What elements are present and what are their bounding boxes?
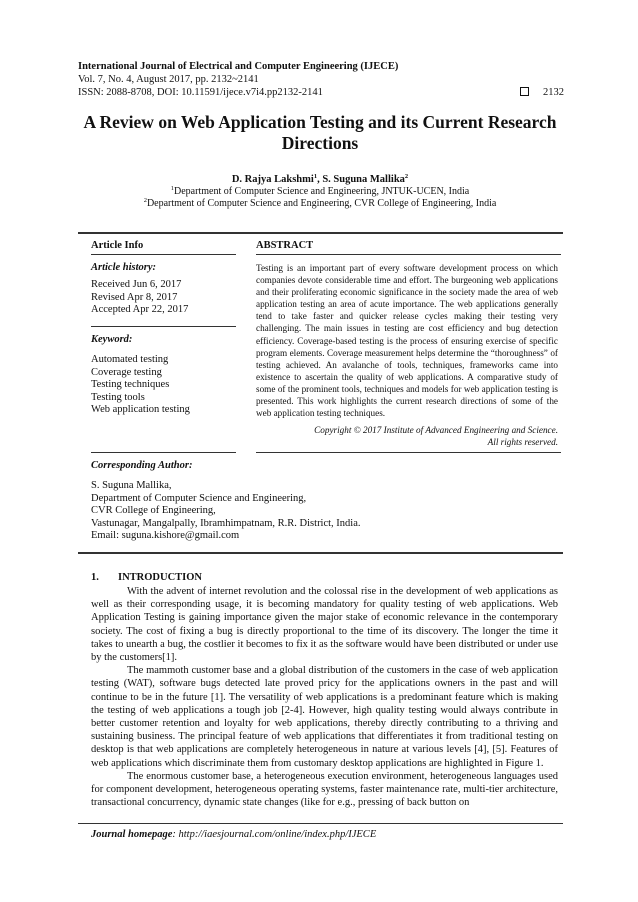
corr-line: Department of Computer Science and Engineering,	[91, 492, 307, 504]
copyright	[256, 424, 558, 448]
copyright-line: All rights reserved.	[487, 437, 558, 447]
paper-title	[70, 112, 570, 154]
affiliation	[70, 198, 570, 209]
list-item: Received Jun 6, 2017	[91, 279, 182, 290]
paragraph: The mammoth customer base and a global distribution of the customers in the case of web application testing (WAT), software bugs detected late proved pricy for the applications owners in the past and will continue to be in the future [1]. The versatility of web applications is a predominant feature which is making the testing of web applications a tough job [2-4]. However, high quality testing would always contribute in better customer retention and loyalty for web applications, thereby directly contributing to a thriving and sustaining business. The principal feature of web applications that differentiates it from traditional testing on desktop is that web applications are completely heterogeneous in nature at various levels [4], [5]. Features of web applications which discriminate them from customary desktop applications are highlighted in Figure 1.	[91, 665, 558, 769]
list-item: Testing tools	[91, 391, 145, 403]
section-heading	[91, 572, 202, 583]
title-line-1: A Review on Web Application Testing and its Current Research	[83, 112, 557, 132]
paragraph: With the advent of internet revolution and the colossal rise in the development of web applications as well as their corresponding usage, it is becoming mandatory for quality testing of web applications. Web Application Testing is gaining importance given the major stake of economic relevance in the contemporary society. The cost of fixing a bug is directly proportional to the time of its discovery. The longer the time it takes to unearth a bug, the costlier it becomes to fix it as the software would have been distributed or under use by the customers[1].	[91, 586, 558, 664]
divider	[78, 232, 563, 234]
corr-line: Email: suguna.kishore@gmail.com	[91, 530, 240, 542]
author-name: D. Rajya Lakshmi	[231, 174, 314, 185]
list-item: Accepted Apr 22, 2017	[91, 304, 189, 316]
divider	[256, 452, 561, 453]
journal-issn: ISSN: 2088-8708, DOI: 10.11591/ijece.v7i4.pp2132-2141	[78, 87, 323, 98]
page-number: 2132	[543, 87, 564, 98]
footer-url: : http://iaesjournal.com/online/index.php/IJECE	[172, 829, 377, 840]
divider	[91, 254, 236, 255]
abstract-text: Testing is an important part of every software development process on which companies devote considerable time and effort. The burgeoning web applications and their proliferating economic significance in the society made the area of web application testing an area of acute importance. The web applications generally tend to take faster and quicker release cycles making their testing very challenging. The main issues in testing are cost efficiency and bug detection efficiency. Coverage-based testing is the process of ensuring exercise of specific program elements. Coverage measurement helps determine the “thoroughness” of testing achieved. An avalanche of tools, techniques, frameworks came into existence to ascertain the quality of web applications. A comparative study of some of the prominent tools, techniques and models for web application testing is presented. This work highlights the current research directions of some of the web application testing techniques.	[256, 263, 558, 419]
author-separator: ,	[317, 174, 323, 185]
list-item: Coverage testing	[91, 366, 162, 378]
corresponding-author-details	[91, 480, 361, 543]
divider	[256, 254, 561, 255]
list-item: Automated testing	[91, 354, 169, 365]
affiliation-sup: 1	[170, 185, 175, 192]
list-item: Revised Apr 8, 2017	[91, 291, 178, 303]
list-item: Web application testing	[91, 404, 190, 416]
keyword-heading: Keyword:	[91, 334, 133, 345]
journal-name: International Journal of Electrical and Computer Engineering (IJECE)	[78, 61, 399, 72]
corr-line: Vastunagar, Mangalpally, Ibramhimpatnam, R.R. District, India.	[91, 517, 361, 529]
affiliation-sup: 2	[143, 197, 147, 204]
affiliation-text: Department of Computer Science and Engineering, JNTUK-UCEN, India	[174, 186, 470, 197]
corr-line: CVR College of Engineering,	[91, 505, 216, 517]
keyword-list	[91, 354, 190, 417]
author-sup: 2	[404, 173, 409, 180]
divider	[91, 452, 236, 453]
journal-volume: Vol. 7, No. 4, August 2017, pp. 2132~2141	[78, 74, 259, 85]
list-item: Testing techniques	[91, 379, 170, 391]
corr-line: S. Suguna Mallika,	[91, 480, 172, 491]
journal-footer	[91, 829, 376, 840]
journal-header	[78, 60, 564, 99]
copyright-line: Copyright © 2017 Institute of Advanced Engineering and Science.	[314, 425, 558, 435]
paragraph: The enormous customer base, a heterogeneous execution environment, heterogeneous languages used for component development, heterogeneous operating systems, faster maintenance rate, multi-tier architecture, transactional concurrency, dynamic state changes (like for e.g., pressing of back button on	[91, 770, 558, 809]
affiliation	[70, 186, 570, 197]
abstract-heading: ABSTRACT	[256, 240, 314, 251]
title-line-2: Directions	[281, 133, 359, 153]
article-history-heading: Article history:	[91, 262, 157, 273]
corresponding-author-heading: Corresponding Author:	[91, 460, 193, 471]
section-title: INTRODUCTION	[118, 572, 203, 583]
article-history-list	[91, 279, 188, 317]
author-list	[70, 174, 570, 185]
divider	[78, 823, 563, 824]
divider	[78, 552, 563, 554]
section-number: 1.	[91, 572, 99, 583]
footer-label: Journal homepage	[91, 829, 173, 840]
article-info-heading: Article Info	[91, 240, 144, 251]
square-icon	[520, 87, 529, 96]
section-body	[91, 585, 558, 809]
author-name: S. Suguna Mallika	[322, 174, 405, 185]
divider	[91, 326, 236, 327]
author-sup: 1	[313, 173, 318, 180]
affiliation-text: Department of Computer Science and Engineering, CVR College of Engineering, India	[146, 198, 497, 209]
